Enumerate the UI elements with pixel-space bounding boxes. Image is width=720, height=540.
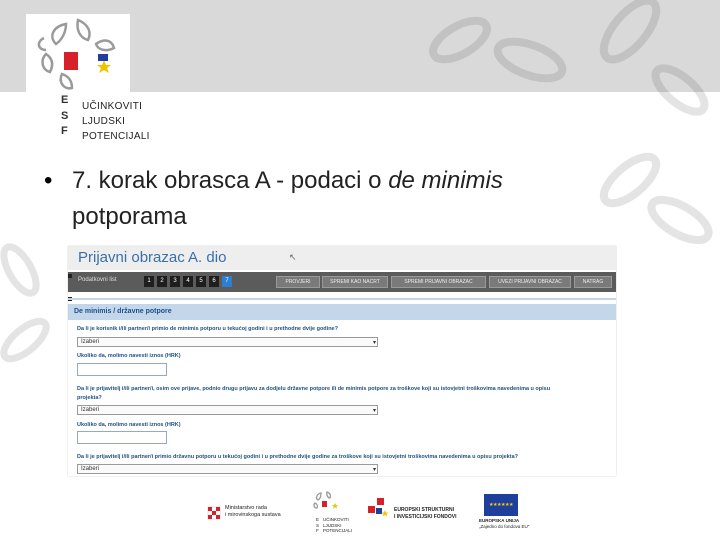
esf-words (82, 99, 150, 144)
page-button-6[interactable]: 6 (209, 276, 219, 287)
esf-small-letter-f: F (316, 528, 319, 533)
form-toolbar (68, 272, 616, 292)
question-1-label: Da li je korisnik i/ili partner/i primio de minimis potporu u tekućoj godini i u prethodne dvije godine? (77, 326, 338, 332)
slide-heading (72, 163, 632, 235)
question-1-amount-label: Ukoliko da, molimo navesti iznos (HRK) (77, 353, 181, 359)
page-button-7-active[interactable]: 7 (222, 276, 232, 287)
esf-letter-s: S (61, 109, 69, 122)
esf-small-letter-e: E (316, 517, 320, 522)
section-header (68, 304, 616, 320)
esf-letters (61, 93, 68, 140)
question-3-value: Izaberi (81, 466, 100, 472)
application-form-screenshot (68, 246, 616, 476)
esf-small-word-1: UČINKOVITI (323, 517, 349, 522)
margin-tick (68, 274, 72, 278)
form-title-bar (68, 246, 616, 270)
question-1-value: Izaberi (81, 339, 100, 345)
chevron-down-icon: ▾ (372, 466, 376, 473)
ministry-line-1: Ministarstvo rada (225, 505, 267, 511)
check-button[interactable]: PROVJERI (276, 276, 320, 288)
question-2-line-1: Da li je prijavitelj i/ili partner/i, osim ove prijave, podnio drugu prijavu za dodjelu državne potpore ili de minimis potpore za troškove koji su istovjetni troškovima navedenima u opisu (77, 386, 551, 392)
form-title: Prijavni obrazac A. dio (78, 249, 227, 266)
section-title: De minimis / državne potpore (74, 308, 172, 315)
esf-small-word-3: POTENCIJALI (323, 528, 353, 533)
question-2-amount-input[interactable] (77, 431, 167, 444)
croatian-coat-of-arms-icon (207, 506, 221, 520)
esf-small-letter-s: S (316, 522, 320, 528)
import-form-button[interactable]: UVEZI PRIJAVNI OBRAZAC (489, 276, 571, 288)
question-3-select[interactable] (77, 464, 378, 474)
mouse-cursor-icon: ↖ (289, 253, 297, 263)
structural-funds-line-1: EUROPSKI STRUKTURNI (394, 507, 455, 513)
esf-word-3: POTENCIJALI (82, 131, 150, 142)
flower-watermark-icon (380, 0, 720, 120)
question-2-value: Izaberi (81, 407, 100, 413)
heading-italic: de minimis (388, 167, 503, 194)
page-button-4[interactable]: 4 (183, 276, 193, 287)
esf-small-letters (316, 517, 319, 534)
divider (68, 298, 616, 300)
esf-flower-icon (26, 14, 130, 94)
page-button-2[interactable]: 2 (157, 276, 167, 287)
esf-small-word-2: LJUDSKI (323, 522, 342, 528)
chevron-down-icon: ▾ (372, 407, 376, 414)
eu-caption (479, 518, 529, 530)
question-3-label: Da li je prijavitelj i/ili partner/i primio državnu potporu u tekućoj godini i u prethodne dvije godine za troškove koji su istovjetni troškovima navedenima u opisu projekta? (77, 454, 518, 460)
esf-letter-e: E (61, 94, 69, 106)
esf-word-2: LJUDSKI (82, 116, 126, 127)
question-1-amount-input[interactable] (77, 363, 167, 376)
page-button-3[interactable]: 3 (170, 276, 180, 287)
structural-funds-logo-icon (363, 496, 393, 522)
back-button[interactable]: NATRAG (574, 276, 612, 288)
esf-small-logo-icon (309, 490, 345, 516)
chevron-down-icon: ▾ (372, 339, 376, 346)
question-1-select[interactable] (77, 337, 378, 347)
eu-stars-icon: ★★★★★★ (489, 502, 513, 508)
page-button-1[interactable]: 1 (144, 276, 154, 287)
heading-text-2: potporama (72, 203, 187, 230)
flower-watermark-left-icon (0, 230, 60, 390)
esf-small-words (323, 517, 352, 534)
question-2-select[interactable] (77, 405, 378, 415)
page-button-5[interactable]: 5 (196, 276, 206, 287)
ministry-line-2: i mirovinskoga sustava (225, 512, 281, 518)
heading-text-1: 7. korak obrasca A - podaci o (72, 167, 389, 194)
structural-funds-name (394, 507, 457, 521)
sublist-label: Podatkovni list (78, 277, 117, 283)
esf-logo (26, 14, 150, 142)
save-draft-button[interactable]: SPREMI KAO NACRT (322, 276, 388, 288)
question-2-line-2: projekta? (77, 395, 102, 401)
esf-letter-f: F (61, 125, 68, 137)
question-2-label (77, 385, 612, 403)
structural-funds-line-2: I INVESTICIJSKI FONDOVI (394, 514, 457, 520)
save-form-button[interactable]: SPREMI PRIJAVNI OBRAZAC (391, 276, 486, 288)
eu-caption-line-2: „Zajedno do fondova EU" (479, 524, 530, 529)
ministry-name (225, 505, 281, 519)
bullet-point: • (44, 167, 53, 194)
eu-flag-icon (484, 494, 518, 516)
question-2-amount-label: Ukoliko da, molimo navesti iznos (HRK) (77, 422, 181, 428)
eu-caption-line-1: EUROPSKA UNIJA (479, 518, 520, 523)
esf-word-1: UČINKOVITI (82, 101, 143, 112)
